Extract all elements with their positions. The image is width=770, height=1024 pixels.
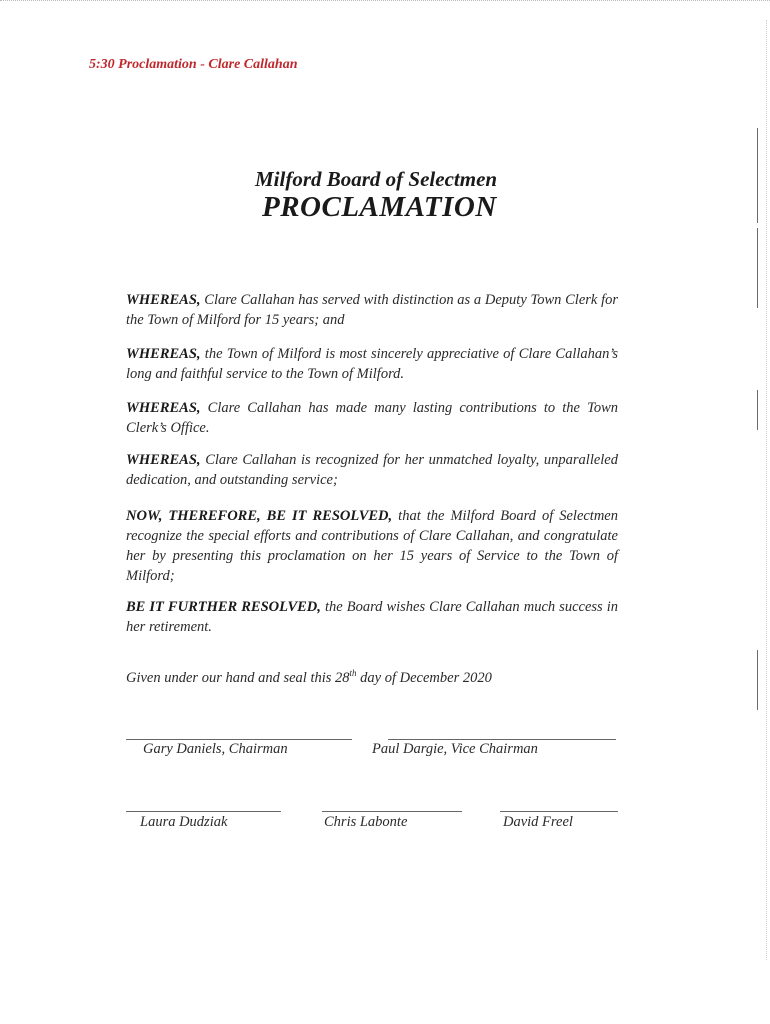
paragraph-lead: WHEREAS,	[126, 292, 201, 308]
paragraph-text: the Board wishes Clare Callahan much success in her retirement.	[126, 599, 618, 635]
signature-line	[322, 811, 462, 812]
scan-artifact-right-edge	[764, 20, 767, 960]
signature-line	[388, 739, 616, 740]
signature-name: Gary Daniels, Chairman	[143, 741, 288, 757]
paragraph-text: Clare Callahan is recognized for her unmatched loyalty, unparalleled dedication, and outstanding service;	[126, 452, 618, 488]
document-title: PROCLAMATION	[262, 191, 497, 223]
note-time-label: 5:30 Proclamation	[89, 57, 197, 72]
signature-line	[500, 811, 618, 812]
board-name: Milford Board of Selectmen	[255, 167, 498, 191]
paragraph-lead: NOW, THEREFORE, BE IT RESOLVED,	[126, 508, 393, 524]
paragraph-text: Clare Callahan has made many lasting contributions to the Town Clerk’s Office.	[126, 400, 618, 436]
whereas-paragraph-4	[126, 450, 618, 490]
given-rest: day of December 2020	[356, 669, 492, 686]
paragraph-text: that the Milford Board of Selectmen recognize the special efforts and contributions of Clare Callahan, and congratulate her by presenting this proclamation on her 15 years of Service to the Town of Milford;	[126, 508, 618, 584]
signature-line	[126, 811, 281, 812]
signature-line	[126, 739, 352, 740]
scan-artifact-top	[0, 0, 770, 11]
signature-name: Paul Dargie, Vice Chairman	[372, 741, 538, 757]
paragraph-lead: BE IT FURTHER RESOLVED,	[126, 599, 321, 615]
handwritten-agenda-note	[89, 57, 297, 73]
signature-name: Chris Labonte	[324, 814, 408, 830]
paragraph-lead: WHEREAS,	[126, 452, 201, 468]
scan-mark	[757, 228, 758, 308]
paragraph-lead: WHEREAS,	[126, 346, 201, 362]
paragraph-text: Clare Callahan has served with distinction as a Deputy Town Clerk for the Town of Milford for 15 years; and	[126, 292, 618, 328]
signature-name: David Freel	[503, 814, 573, 830]
whereas-paragraph-1	[126, 290, 618, 330]
scan-mark	[757, 650, 758, 710]
scan-mark	[757, 390, 758, 430]
whereas-paragraph-3	[126, 398, 618, 438]
whereas-paragraph-2	[126, 344, 618, 384]
scan-mark	[757, 128, 758, 223]
further-resolved-paragraph	[126, 597, 618, 637]
given-ordinal-suffix: th	[349, 668, 357, 678]
note-subject: - Clare Callahan	[200, 57, 298, 72]
resolved-paragraph	[126, 506, 618, 586]
signature-name: Laura Dudziak	[140, 814, 228, 830]
paragraph-lead: WHEREAS,	[126, 400, 201, 416]
given-prefix: Given under our hand and seal this 28	[126, 669, 350, 686]
paragraph-text: the Town of Milford is most sincerely appreciative of Clare Callahan’s long and faithful service to the Town of Milford.	[126, 346, 618, 382]
given-date-line	[126, 668, 492, 687]
